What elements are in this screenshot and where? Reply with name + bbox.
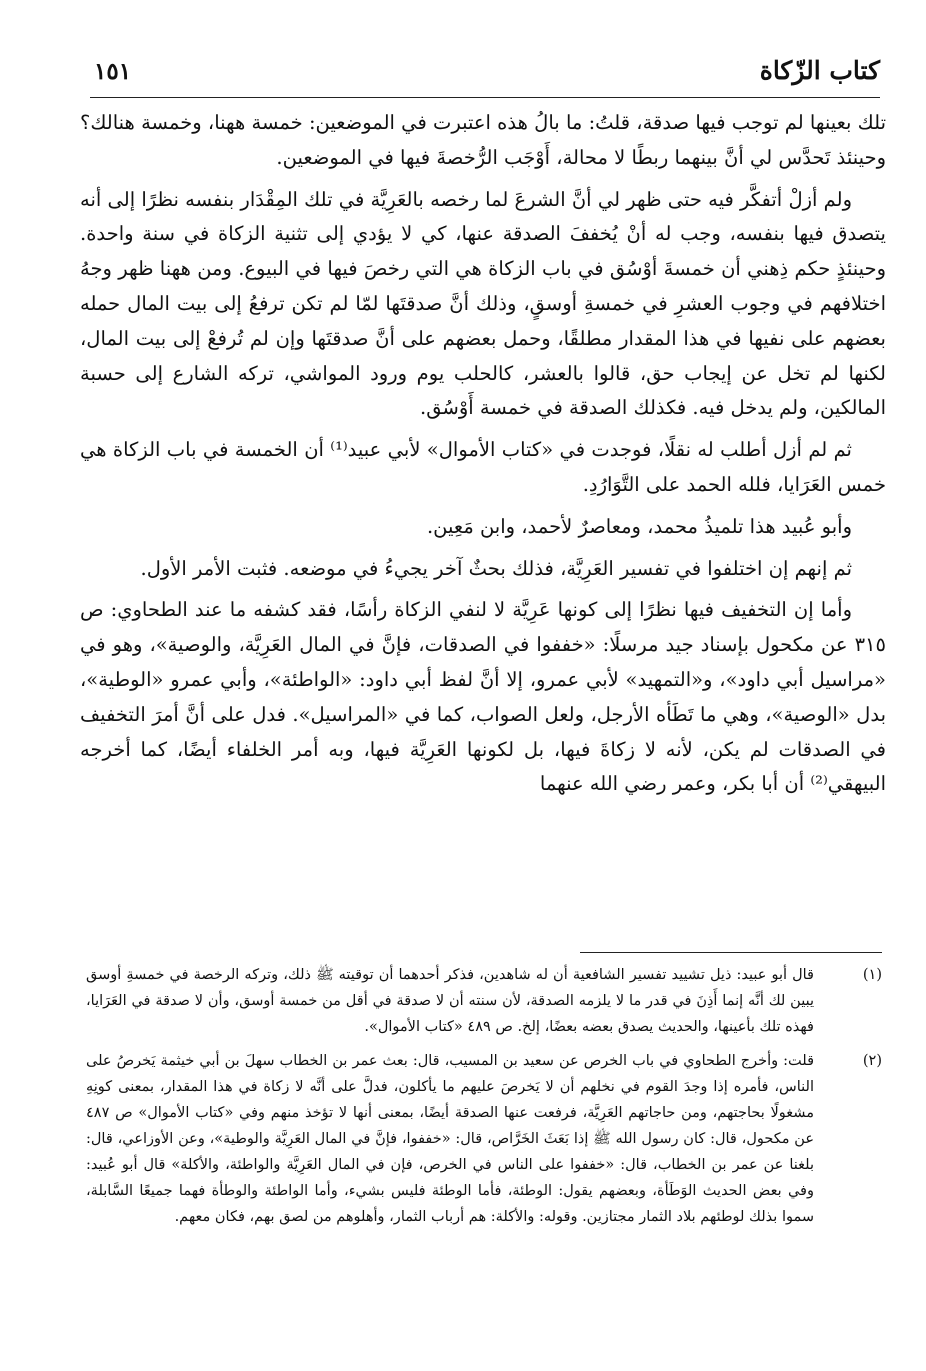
- footnote-divider: [580, 952, 882, 953]
- page-number: ١٥١: [94, 58, 132, 85]
- paragraph: تلك بعينها لم توجب فيها صدقة، قلتُ: ما بالُ هذه اعتبرت في الموضعين: خمسة ههنا، وخمسة هنالك؟ وحينئذ تَحدَّس لي أنَّ بينهما ربطًا لا محالة، أَوْجَب الرُّخصةَ فيها في الموضعين.: [80, 111, 886, 169]
- footnote: [86, 1048, 886, 1230]
- paragraph: وأبو عُبيد هذا تلميذُ محمد، ومعاصرٌ لأحمد، وابن مَعِين.: [426, 514, 852, 538]
- footnote: [86, 962, 886, 1040]
- header-divider: [90, 97, 880, 98]
- footnote-text: قلت: وأخرج الطحاوي في باب الخرص عن سعيد بن المسيب، قال: بعث عمر بن الخطاب سهلَ بن أبي خيثمة يَخرصُ على الناس، فأمره إذا وجدَ القوم في نخلهم أن لا يَخرصَ عليهم ما يأكلون، فدلَّ على أنَّه لا زكاة في هذا المقدار، بمعنى كونِهِ مشغولًا بحاجتهم، ومن حاجاتهم العَرِيَّة، فرفعت عنها الصدقة أيضًا، بمعنى أنها لا تؤخذ منهم وفي «كتاب الأموال» ص ٤٨٧ عن مكحول، قال: كان رسول الله ﷺ إذا بَعَثَ الخَرَّاص، قال: «خففوا، فإنَّ في المال العَرِيَّة والوطية»، وعن الأوزاعي، قال: بلغنا عن عمر بن الخطاب، قال: «خففوا على الناس في الخرص، فإن في المال العَرِيَّة والواطئة، والأكلة» قال أبو عُبيد: وفي بعض الحديث الوَطَأة، وبعضهم يقول: الوطئة، فأما الوطئة فليس بشيء، وأما الواطئة والوطأة فهما جميعًا السَّابلة، سموا بذلك لوطئهم بلاد الثمار مجتازين. وقوله: والأكلة: هم أرباب الثمار، وأهلوهم من لصق بهم، فكان معهم.: [86, 1053, 814, 1225]
- running-title: كتاب الزّكاة: [759, 56, 880, 85]
- footnote-number: (٢): [862, 1053, 882, 1069]
- footnotes: [86, 962, 886, 1238]
- footnote-text: قال أبو عبيد: ذيل تشييد تفسير الشافعية أن له شاهدين، فذكر أحدهما أن توقيته ﷺ ذلك، وتركه الرخصة في خمسةِ أوسق يبين لك أنَّه إنما أَذِنَ في قدر ما لا يلزمه الصدقة، لأن سنته أن لا صدقة في أقل من خمسة أوسق، وأن لا صدقة في العَرَايا، فهذه تلك بأعينها، والحديث يصدق بعضه بعضًا، إلخ. ص ٤٨٩ «كتاب الأموال».: [86, 967, 814, 1035]
- main-text: [80, 106, 886, 809]
- footnote-number: (١): [862, 967, 882, 983]
- paragraph: ولم أزلْ أتفكَّر فيه حتى ظهر لي أنَّ الشرعَ لما رخصه بالعَرِيَّة في تلك المِقْدَار بنفسه نظرًا إلى أنه يتصدق فيها بنفسه، وجب له أنْ يُخففَ الصدقة عنها، كي لا يؤدي إلى تثنية الزكاة في سنة واحدة. وحينئذٍ حكم ذِهني أن خمسةَ أوْسُق في باب الزكاة هي التي رخصَ فيها في البيوع. ومن ههنا ظهر وجهُ اختلافهم في وجوب العشرِ في خمسةِ أوسقٍ، وذلك أنَّ صدقتَها لمّا لم تكن ترفعُ إلى بيت المال حمله بعضهم على نفيها في هذا المقدار مطلقًا، وحمل بعضهم على أنَّ صدقتَها وإن لم تُرفعْ إلى بيت المال، لكنها لم تخل عن إيجاب حق، قالوا بالعشر، كالحلب يوم ورود المواشي، تركه الشارع إلى حسبة المالكين، ولم يدخل فيه. فكذلك الصدقة في خمسة أَوْسُق.: [80, 187, 886, 420]
- paragraph: ثم إنهم إن اختلفوا في تفسير العَرِيَّة، فذلك بحثٌ آخر يجيءُ في موضعه. فثبت الأمر الأول.: [140, 556, 852, 580]
- paragraph: ثم لم أزل أطلب له نقلًا، فوجدت في «كتاب الأموال» لأبي عبيد⁽¹⁾ أن الخمسة في باب الزكاة هي خمس العَرَايا، فلله الحمد على التَّوَارُدِ.: [80, 438, 886, 496]
- page-header: [90, 52, 880, 94]
- paragraph: وأما إن التخفيف فيها نظرًا إلى كونها عَرِيَّة لا لنفي الزكاة رأسًا، فقد كشفه ما عند الطحاوي: ص ٣١٥ عن مكحول بإسناد جيد مرسلًا: «خففوا في الصدقات، فإنَّ في المال العَرِيَّة، والوصية»، وهو في «مراسيل أبي داود»، و«التمهيد» لأبي عمرو، إلا أنَّ لفظ أبي داود: «الواطئة»، وأبي عمرو «الوطية»، بدل «الوصية»، وهي ما تَطَأه الأرجل، ولعل الصواب، كما في «المراسيل». فدل على أنَّ أمرَ التخفيف في الصدقات لم يكن، لأنه لا زكاةَ فيها، بل لكونها العَرِيَّة فيها، وبه أمر الخلفاء أيضًا، كما أخرجه البيهقي⁽²⁾ أن أبا بكر، وعمر رضي الله عنهما: [80, 598, 886, 796]
